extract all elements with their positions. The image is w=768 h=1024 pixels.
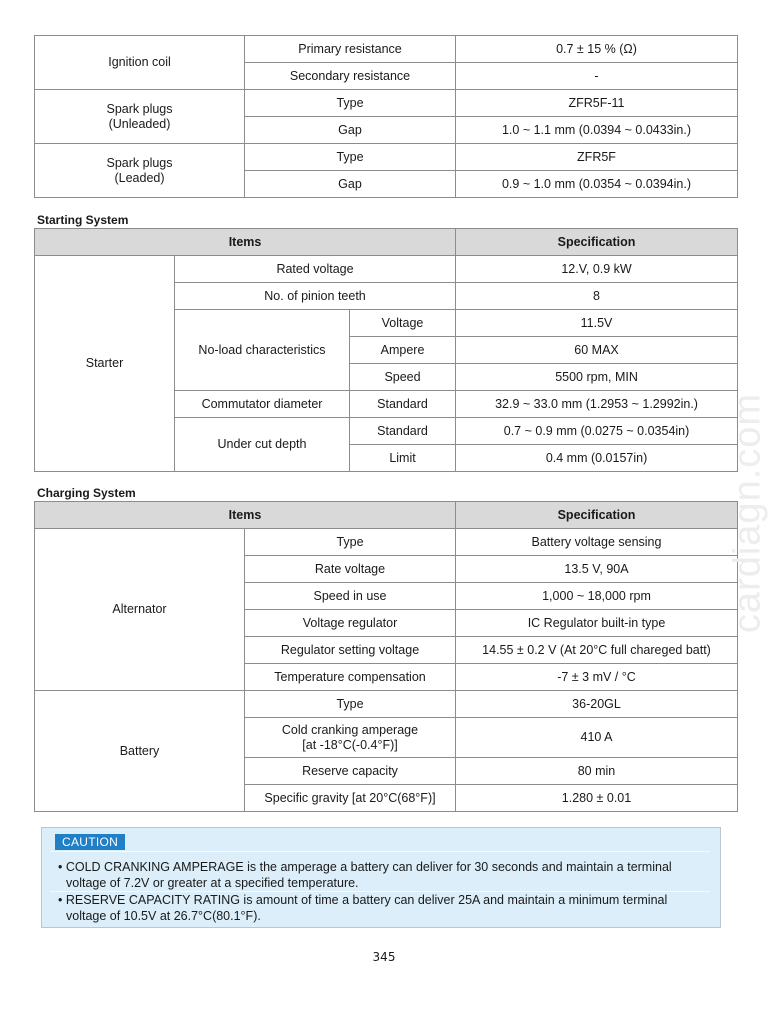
undercut-standard-label: Standard (350, 418, 456, 445)
leaded-gap-label: Gap (245, 171, 456, 198)
secondary-resistance-label: Secondary resistance (245, 63, 456, 90)
undercut-standard-value: 0.7 ~ 0.9 mm (0.0275 ~ 0.0354in) (456, 418, 738, 445)
ignition-coil-label: Ignition coil (35, 36, 245, 90)
caution-item-cca-line2: voltage of 7.2V or greater at a specified temperature. (66, 876, 359, 890)
spark-plugs-leaded-line2: (Leaded) (114, 170, 165, 185)
caution-label: CAUTION (55, 834, 125, 850)
primary-resistance-value: 0.7 ± 15 % (Ω) (456, 36, 738, 63)
no-load-speed-label: Speed (350, 364, 456, 391)
specific-gravity-label: Specific gravity [at 20°C(68°F)] (245, 785, 456, 812)
no-load-voltage-label: Voltage (350, 310, 456, 337)
starting-header-spec: Specification (456, 229, 738, 256)
starting-header-items: Items (35, 229, 456, 256)
secondary-resistance-value: - (456, 63, 738, 90)
alternator-row-value: IC Regulator built-in type (456, 610, 738, 637)
spark-plugs-unleaded-line1: Spark plugs (106, 101, 173, 116)
ignition-spec-table (34, 35, 738, 198)
caution-divider (50, 851, 710, 852)
cca-label (245, 718, 456, 758)
alternator-row-label: Regulator setting voltage (245, 637, 456, 664)
battery-type-label: Type (245, 691, 456, 718)
alternator-label: Alternator (35, 529, 245, 691)
commutator-label: Commutator diameter (175, 391, 350, 418)
alternator-row-value: 1,000 ~ 18,000 rpm (456, 583, 738, 610)
battery-type-value: 36-20GL (456, 691, 738, 718)
alternator-row-label: Rate voltage (245, 556, 456, 583)
page-number: 345 (372, 950, 396, 964)
caution-item-reserve-line2: voltage of 10.5V at 26.7°C(80.1°F). (66, 909, 261, 923)
charging-header-spec: Specification (456, 502, 738, 529)
alternator-row-label: Voltage regulator (245, 610, 456, 637)
spark-plugs-leaded-line1: Spark plugs (106, 155, 173, 170)
no-load-ampere-value: 60 MAX (456, 337, 738, 364)
commutator-value: 32.9 ~ 33.0 mm (1.2953 ~ 1.2992in.) (456, 391, 738, 418)
caution-item-reserve (58, 892, 700, 924)
alternator-row-value: 14.55 ± 0.2 V (At 20°C full chareged batt) (456, 637, 738, 664)
alternator-row-label: Speed in use (245, 583, 456, 610)
pinion-teeth-value: 8 (456, 283, 738, 310)
starter-label: Starter (35, 256, 175, 472)
caution-item-reserve-line1: • RESERVE CAPACITY RATING is amount of time a battery can deliver 25A and maintain a minimum terminal (58, 893, 668, 907)
charging-system-title: Charging System (37, 486, 136, 500)
starting-system-table (34, 228, 738, 472)
spark-plugs-leaded-label (35, 144, 245, 198)
charging-system-table (34, 501, 738, 812)
watermark: cardiagn.com (726, 392, 768, 634)
reserve-capacity-value: 80 min (456, 758, 738, 785)
unleaded-type-value: ZFR5F-11 (456, 90, 738, 117)
spark-plugs-unleaded-label (35, 90, 245, 144)
cca-value: 410 A (456, 718, 738, 758)
rated-voltage-label: Rated voltage (175, 256, 456, 283)
unleaded-gap-value: 1.0 ~ 1.1 mm (0.0394 ~ 0.0433in.) (456, 117, 738, 144)
undercut-limit-label: Limit (350, 445, 456, 472)
leaded-type-value: ZFR5F (456, 144, 738, 171)
charging-header-items: Items (35, 502, 456, 529)
primary-resistance-label: Primary resistance (245, 36, 456, 63)
pinion-teeth-label: No. of pinion teeth (175, 283, 456, 310)
no-load-voltage-value: 11.5V (456, 310, 738, 337)
commutator-standard-label: Standard (350, 391, 456, 418)
caution-item-cca-line1: • COLD CRANKING AMPERAGE is the amperage a battery can deliver for 30 seconds and maintain a terminal (58, 860, 672, 874)
battery-label: Battery (35, 691, 245, 812)
leaded-type-label: Type (245, 144, 456, 171)
reserve-capacity-label: Reserve capacity (245, 758, 456, 785)
caution-item-cca (58, 859, 700, 891)
alternator-row-label: Temperature compensation (245, 664, 456, 691)
spark-plugs-unleaded-line2: (Unleaded) (108, 116, 171, 131)
undercut-limit-value: 0.4 mm (0.0157in) (456, 445, 738, 472)
no-load-speed-value: 5500 rpm, MIN (456, 364, 738, 391)
alternator-row-label: Type (245, 529, 456, 556)
alternator-row-value: -7 ± 3 mV / °C (456, 664, 738, 691)
leaded-gap-value: 0.9 ~ 1.0 mm (0.0354 ~ 0.0394in.) (456, 171, 738, 198)
specific-gravity-value: 1.280 ± 0.01 (456, 785, 738, 812)
alternator-row-value: 13.5 V, 90A (456, 556, 738, 583)
undercut-label: Under cut depth (175, 418, 350, 472)
alternator-row-value: Battery voltage sensing (456, 529, 738, 556)
no-load-ampere-label: Ampere (350, 337, 456, 364)
caution-box (41, 827, 721, 928)
no-load-label: No-load characteristics (175, 310, 350, 391)
cca-label-line2: [at -18°C(-0.4°F)] (302, 737, 398, 752)
rated-voltage-value: 12.V, 0.9 kW (456, 256, 738, 283)
unleaded-type-label: Type (245, 90, 456, 117)
starting-system-title: Starting System (37, 213, 129, 227)
unleaded-gap-label: Gap (245, 117, 456, 144)
cca-label-line1: Cold cranking amperage (281, 722, 419, 737)
